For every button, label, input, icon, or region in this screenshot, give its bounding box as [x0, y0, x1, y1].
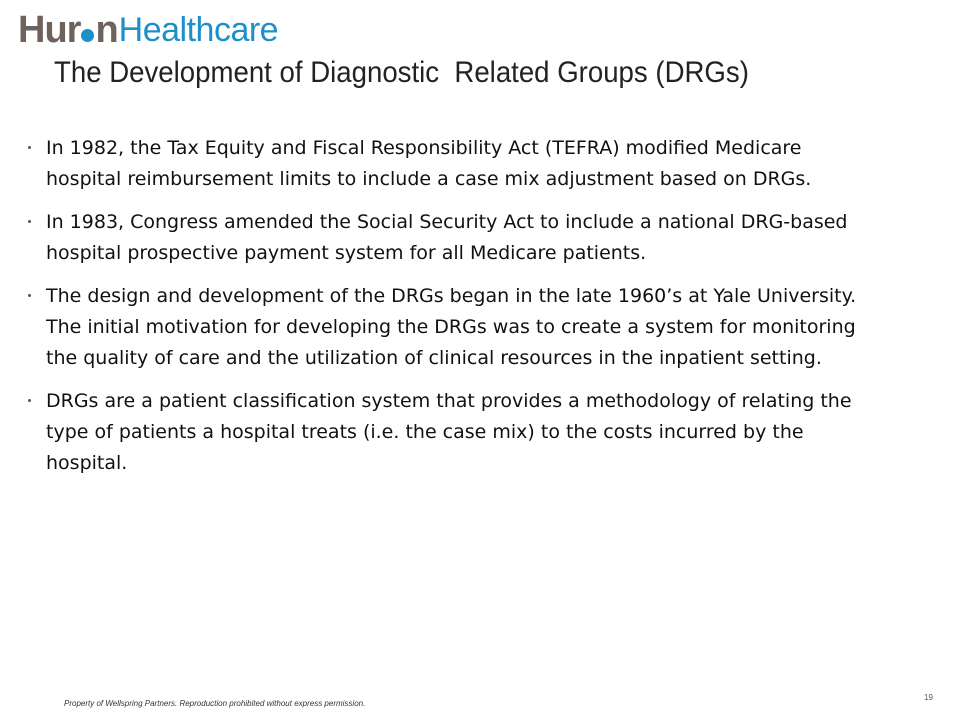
bullet-list — [28, 133, 878, 491]
bullet-dot-icon — [28, 399, 31, 402]
bullet-dot-icon — [28, 294, 31, 297]
page-number: 19 — [924, 693, 933, 702]
bullet-dot-icon — [28, 220, 31, 223]
logo-huron-wordmark: Hur n — [18, 8, 118, 51]
bullet-item — [28, 386, 878, 479]
bullet-item — [28, 133, 878, 195]
logo-dot-icon — [81, 29, 94, 42]
bullet-text: In 1982, the Tax Equity and Fiscal Responsibility Act (TEFRA) modified Medicare hospital reimbursement limits to include a case mix adjustment based on DRGs. — [46, 137, 812, 190]
bullet-item — [28, 207, 878, 269]
bullet-text: DRGs are a patient classification system that provides a methodology of relating the type of patients a hospital treats (i.e. the case mix) to the costs incurred by the hospital. — [46, 390, 852, 474]
footer-copyright: Property of Wellspring Partners. Reproduction prohibited without express permission. — [64, 699, 366, 708]
bullet-item — [28, 281, 878, 374]
bullet-text: In 1983, Congress amended the Social Security Act to include a national DRG-based hospital prospective payment system for all Medicare patients. — [46, 211, 848, 264]
bullet-text: The design and development of the DRGs began in the late 1960’s at Yale University. The initial motivation for developing the DRGs was to create a system for monitoring the quality of care and the utilization of clinical resources in the inpatient setting. — [46, 285, 857, 369]
slide-title: The Development of Diagnostic Related Groups (DRGs) — [54, 56, 749, 89]
bullet-dot-icon — [28, 146, 31, 149]
huron-healthcare-logo — [18, 8, 278, 52]
logo-healthcare-wordmark: Healthcare — [118, 10, 279, 49]
